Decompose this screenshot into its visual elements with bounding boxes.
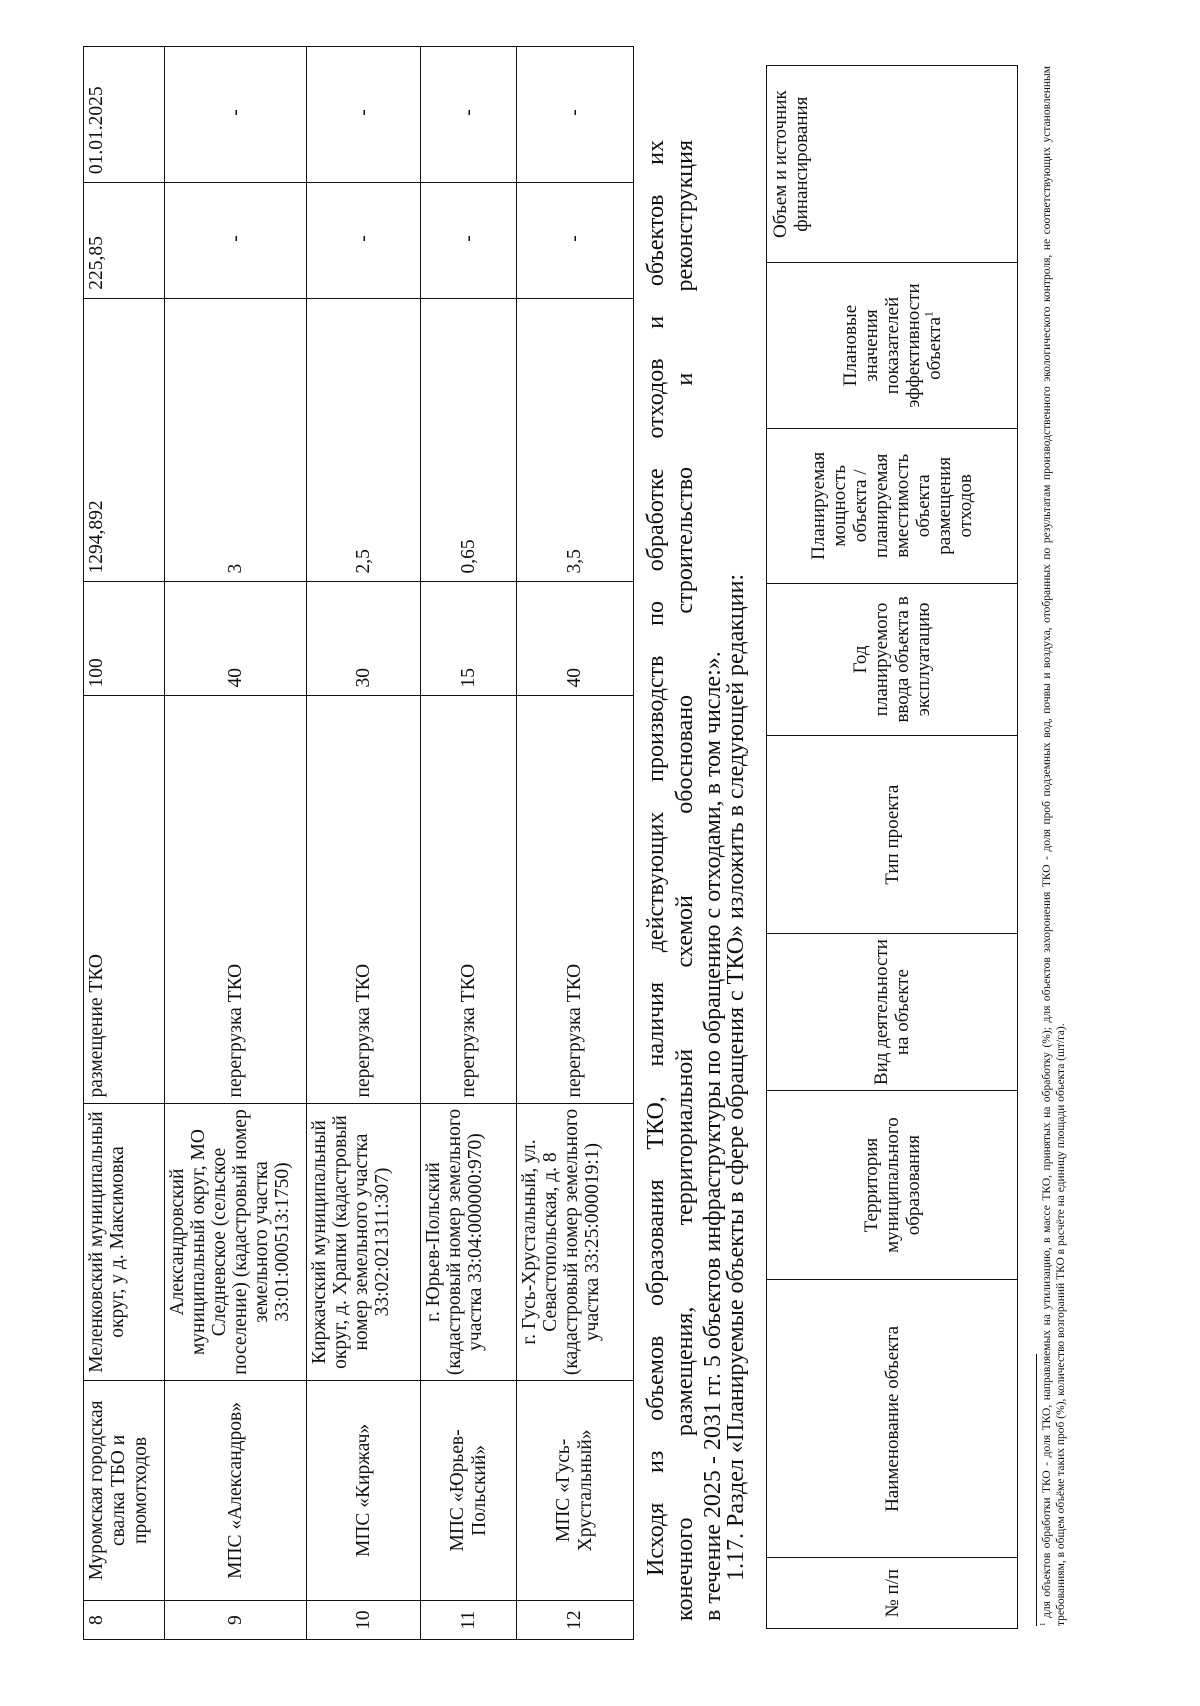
facility-name: МПС «Александров» bbox=[165, 1380, 307, 1601]
table-row bbox=[165, 47, 307, 1640]
footnote-text: для объектов обработки ТКО - доля ТКО, направляемых на утилизацию, в массе ТКО, принятых на обработку (%); для объектов захоронения ТКО - доля проб подземных вод, почвы и воздуха, отобранных по результатам производственного экологического контроля, не соответствующих установленным требованиям, в общем объёме таких проб (%), количество возгораний ТКО в расчёте на единицу площади объекта (шт/га). bbox=[1041, 65, 1067, 1626]
facility-date: - bbox=[517, 47, 634, 183]
facility-activity: перегрузка ТКО bbox=[165, 696, 307, 1104]
table-row bbox=[84, 47, 165, 1640]
header-year: Год планируемого ввода объекта в эксплуатацию bbox=[767, 583, 1018, 735]
header-territory: Территория муниципального образования bbox=[767, 1090, 1018, 1280]
facility-name: Муромская городская свалка ТБО и промотходов bbox=[84, 1380, 165, 1601]
facility-name: МПС «Гусь-Хрустальный» bbox=[517, 1380, 634, 1601]
facility-value-3: - bbox=[421, 183, 517, 299]
row-number: 12 bbox=[517, 1601, 634, 1640]
header-number: № п/п bbox=[767, 1558, 1018, 1629]
facility-date: - bbox=[307, 47, 421, 183]
facility-value-2: 1294,892 bbox=[84, 298, 165, 582]
body-paragraph-line: в течение 2025 - 2031 гг. 5 объектов инфраструктуры по обращению с отходами, в том числе:». bbox=[700, 651, 726, 1621]
facility-name: МПС «Юрьев-Польский» bbox=[421, 1380, 517, 1601]
facility-value-2: 3,5 bbox=[517, 298, 634, 582]
footnote-marker: 1 bbox=[1040, 1622, 1048, 1626]
facility-territory: Меленковский муниципальный округ, у д. Максимовка bbox=[84, 1104, 165, 1380]
body-paragraph-line: конечного размещения, территориальной схемой обосновано строительство и реконструкция bbox=[672, 140, 698, 1621]
facility-value-2: 2,5 bbox=[307, 298, 421, 582]
facility-value-1: 100 bbox=[84, 582, 165, 696]
facility-territory: г. Юрьев-Польский (кадастровый номер земельного участка 33:04:000000:970) bbox=[421, 1104, 517, 1380]
table-row bbox=[421, 47, 517, 1640]
facility-date: - bbox=[421, 47, 517, 183]
header-activity: Вид деятельности на объекте bbox=[767, 934, 1018, 1090]
header-project-type: Тип проекта bbox=[767, 736, 1018, 934]
table-row bbox=[307, 47, 421, 1640]
facility-value-3: - bbox=[307, 183, 421, 299]
facility-value-1: 40 bbox=[517, 582, 634, 696]
facility-value-2: 3 bbox=[165, 298, 307, 582]
facility-date: - bbox=[165, 47, 307, 183]
footnote bbox=[1040, 66, 1068, 1626]
facility-value-1: 40 bbox=[165, 582, 307, 696]
facility-activity: перегрузка ТКО bbox=[517, 696, 634, 1104]
footnote-divider bbox=[1036, 1354, 1037, 1626]
facility-value-2: 0,65 bbox=[421, 298, 517, 582]
header-name: Наименование объекта bbox=[767, 1280, 1018, 1558]
row-number: 8 bbox=[84, 1601, 165, 1640]
table-row bbox=[517, 47, 634, 1640]
table-header-row bbox=[767, 66, 1018, 1629]
row-number: 10 bbox=[307, 1601, 421, 1640]
header-indicators bbox=[767, 263, 1018, 429]
facility-name: МПС «Киржач» bbox=[307, 1380, 421, 1601]
facility-activity: перегрузка ТКО bbox=[307, 696, 421, 1104]
header-financing: Объем и источник финансирования bbox=[767, 66, 1018, 263]
facility-territory: Александровский муниципальный округ, МО Следневское (сельское поселение) (кадастровый номер земельного участка 33:01:000513:1750) bbox=[165, 1104, 307, 1380]
facility-value-3: - bbox=[165, 183, 307, 299]
row-number: 9 bbox=[165, 1601, 307, 1640]
facility-territory: Киржачский муниципальный округ, д. Храпки (кадастровый номер земельного участка 33:02:021311:307) bbox=[307, 1104, 421, 1380]
facility-value-3: - bbox=[517, 183, 634, 299]
footnote-marker: 1 bbox=[923, 311, 936, 317]
header-capacity: Планируемая мощность объекта / планируемая вместимость объекта размещения отходов bbox=[767, 428, 1018, 583]
header-indicators-text: Плановые значения показателей эффективности объекта bbox=[839, 283, 945, 408]
facility-activity: перегрузка ТКО bbox=[421, 696, 517, 1104]
section-heading: 1.17. Раздел «Планируемые объекты в сфере обращения с ТКО» изложить в следующей редакции: bbox=[723, 573, 749, 1581]
facility-activity: размещение ТКО bbox=[84, 696, 165, 1104]
facility-value-1: 15 bbox=[421, 582, 517, 696]
facilities-table bbox=[83, 46, 634, 1640]
facility-date: 01.01.2025 bbox=[84, 47, 165, 183]
facility-value-1: 30 bbox=[307, 582, 421, 696]
body-paragraph-line: Исходя из объемов образования ТКО, наличия действующих производств по обработке отходов и объектов их bbox=[643, 140, 669, 1576]
facility-territory: г. Гусь-Хрустальный, ул. Севастопольская, д. 8 (кадастровый номер земельного участка 33:25:000019:1) bbox=[517, 1104, 634, 1380]
row-number: 11 bbox=[421, 1601, 517, 1640]
planned-objects-table bbox=[766, 65, 1018, 1629]
facility-value-3: 225,85 bbox=[84, 183, 165, 299]
